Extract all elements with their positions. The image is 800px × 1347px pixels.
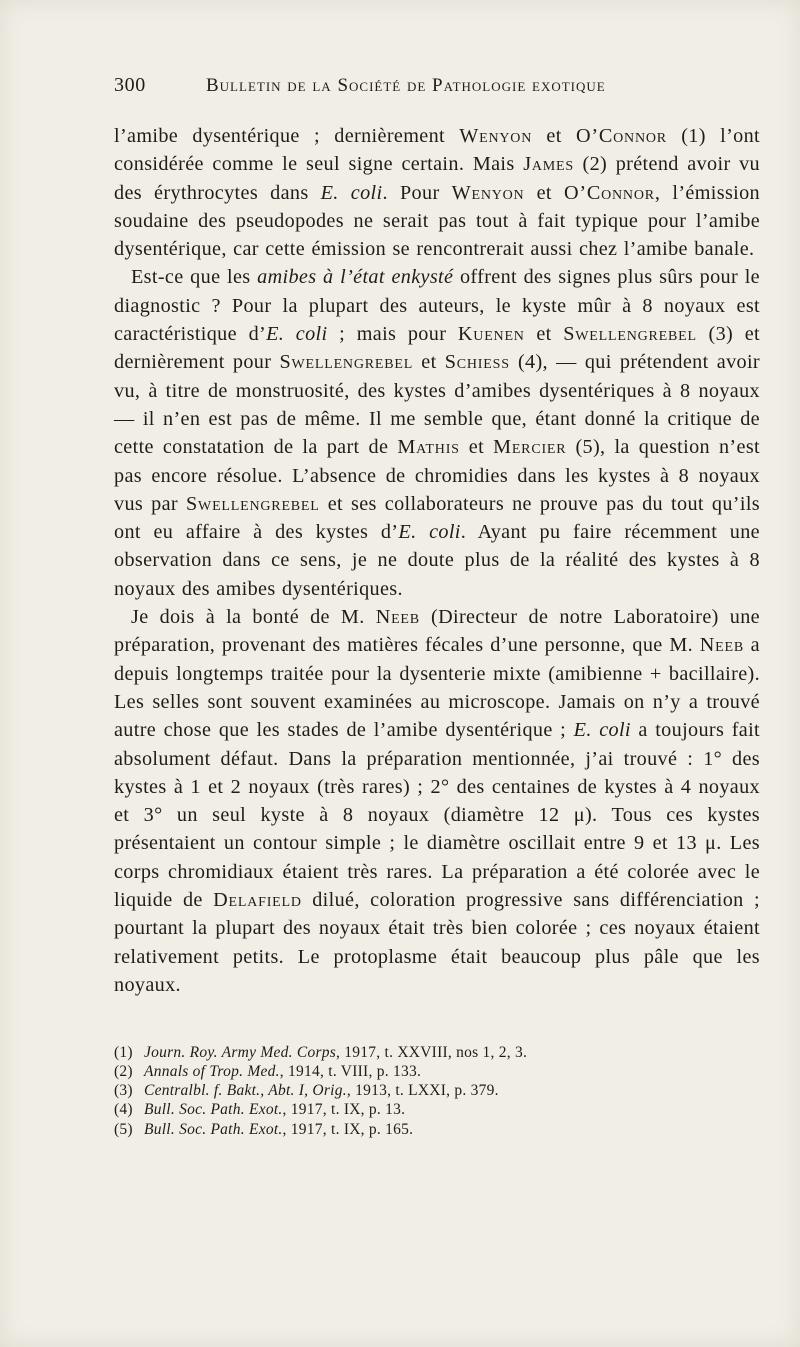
paragraph-3-text: a depuis longtemps traitée pour la dysenterie mixte (amibienne + bacillaire). Les selles sont souvent examinées au microscope. Jamais on n’y a trouvé autre chose que les stades de l’amibe dysentérique ; bbox=[114, 634, 760, 742]
paragraph-2-text: (4), — qui prétendent avoir vu, à titre de monstruosité, des kystes d’amibes dysentériques à 8 noyaux — il n’en est pas de même. Il me semble que, étant donné la critique de cette constatation de la part de bbox=[114, 351, 760, 459]
paragraph-1 bbox=[114, 122, 760, 263]
paragraph-3-text: dilué, coloration progressive sans différenciation ; pourtant la plupart des noyaux était très bien colorée ; ces noyaux étaient relativement petits. Le protoplasme était beaucoup plus pâle que les noyaux. bbox=[114, 889, 760, 996]
paragraph-2-text: et bbox=[459, 436, 494, 459]
italic-phrase: amibes à l’état enkysté bbox=[257, 266, 454, 289]
author-name: Mathis bbox=[397, 436, 460, 459]
paragraph-3-text: Je dois à la bonté de M. bbox=[131, 606, 376, 629]
author-name: Swellengrebel bbox=[563, 323, 697, 346]
paragraph-3 bbox=[114, 603, 760, 999]
paragraph-3-text: (Directeur de notre Laboratoire) une préparation, provenant des matières fécales d’une personne, que M. bbox=[114, 606, 760, 657]
author-name: Wenyon bbox=[451, 181, 525, 204]
footnote-mark: (2) bbox=[114, 1063, 133, 1081]
paragraph-1-text: , l’émission soudaine des pseudopodes ne serait pas tout à fait typique pour l’amibe dysentérique, car cette émission se rencontrerait aussi chez l’amibe banale. bbox=[114, 181, 760, 261]
species-name: E. coli bbox=[320, 181, 383, 204]
author-name: Kuenen bbox=[457, 323, 525, 346]
paragraph-1-text: . Pour bbox=[382, 181, 452, 204]
footnote-mark: (3) bbox=[114, 1082, 133, 1100]
footnote bbox=[114, 1081, 734, 1100]
footnote-mark: (4) bbox=[114, 1101, 133, 1119]
footnote-source: Bull. Soc. Path. Exot. bbox=[144, 1120, 283, 1138]
author-name: Schiess bbox=[444, 351, 510, 374]
footnotes bbox=[114, 1043, 734, 1138]
author-name: Swellengrebel bbox=[186, 492, 320, 515]
author-name: Neeb bbox=[375, 606, 420, 629]
species-name: E. coli bbox=[573, 719, 631, 742]
paragraph-1-text: (2) prétend avoir vu des érythrocytes dans bbox=[114, 153, 760, 204]
footnote-detail: , 1913, t. LXXI, p. 379. bbox=[346, 1082, 499, 1100]
footnote-source: Journ. Roy. Army Med. Corps bbox=[144, 1044, 337, 1062]
author-name: Mercier bbox=[493, 436, 567, 459]
footnote-source: Annals of Trop. Med. bbox=[144, 1063, 280, 1081]
author-name: O’Connor bbox=[563, 181, 655, 204]
paragraph-2-text: ; mais pour bbox=[327, 323, 458, 346]
paragraph-3-text: a toujours fait absolument défaut. Dans la préparation mentionnée, j’ai trouvé : 1° des kystes à 1 et 2 noyaux (très rares) ; 2° des centaines de kystes à 4 noyaux et 3° un seul kyste à 8 noyaux (diamètre 12 μ). Tous ces kystes présentaient un contour simple ; le diamètre oscillait entre 9 et 13 μ. Les corps chromidiaux étaient très rares. La préparation a été colorée avec le liquide de bbox=[114, 719, 761, 912]
article-body bbox=[114, 122, 760, 999]
paragraph-2-text: (5), la question n’est pas encore résolue. L’absence de chromidies dans les kystes à 8 noyaux vus par bbox=[114, 436, 760, 515]
footnote-source: Centralbl. f. Bakt., Abt. I, Orig. bbox=[144, 1082, 347, 1100]
footnote-detail: , 1917, t. IX, p. 13. bbox=[282, 1101, 406, 1119]
author-name: James bbox=[523, 153, 574, 176]
journal-title: Bulletin de la Société de Pathologie exotique bbox=[206, 75, 606, 96]
species-name: E. coli bbox=[398, 521, 461, 544]
author-name: O’Connor bbox=[575, 125, 667, 147]
paragraph-1-text: l’amibe dysentérique ; dernièrement bbox=[114, 125, 460, 147]
paragraph-1-text: (1) l’ont considérée comme le seul signe certain. Mais bbox=[114, 125, 760, 176]
paragraph-2-text: offrent des signes plus sûrs pour le diagnostic ? Pour la plupart des auteurs, le kyste mûr à 8 noyaux est caractéristique d’ bbox=[114, 266, 760, 346]
footnote-source: Bull. Soc. Path. Exot. bbox=[144, 1101, 283, 1119]
footnote-detail: , 1914, t. VIII, p. 133. bbox=[279, 1063, 422, 1081]
footnote bbox=[114, 1062, 734, 1081]
paragraph-2-text: et bbox=[413, 351, 445, 374]
paragraph-2 bbox=[114, 263, 760, 603]
footnote bbox=[114, 1043, 734, 1062]
paragraph-2-text: et ses collaborateurs ne prouve pas du tout qu’ils ont eu affaire à des kystes d’ bbox=[114, 492, 760, 544]
footnote-mark: (5) bbox=[114, 1120, 133, 1138]
paragraph-1-text: et bbox=[532, 125, 576, 147]
paragraph-1-text: et bbox=[524, 181, 564, 204]
footnote-mark: (1) bbox=[114, 1044, 133, 1062]
running-head bbox=[114, 74, 760, 114]
author-name: Delafield bbox=[213, 889, 302, 912]
paragraph-2-text: . Ayant pu faire récemment une observation dans ce sens, je ne doute plus de la réalité des kystes à 8 noyaux des amibes dysentériques. bbox=[114, 521, 760, 600]
author-name: Neeb bbox=[699, 634, 744, 657]
footnote bbox=[114, 1100, 734, 1119]
page-number: 300 bbox=[114, 74, 146, 96]
footnote bbox=[114, 1120, 734, 1139]
footnote-detail: , 1917, t. XXVIII, nos 1, 2, 3. bbox=[336, 1044, 528, 1062]
species-name: E. coli bbox=[266, 323, 328, 346]
author-name: Swellengrebel bbox=[279, 351, 414, 374]
paragraph-2-text: et bbox=[524, 323, 564, 346]
paragraph-2-text: (3) et dernièrement pour bbox=[114, 323, 760, 374]
paragraph-2-text: Est-ce que les bbox=[131, 266, 258, 289]
author-name: Wenyon bbox=[459, 125, 533, 147]
footnote-detail: , 1917, t. IX, p. 165. bbox=[282, 1120, 414, 1138]
